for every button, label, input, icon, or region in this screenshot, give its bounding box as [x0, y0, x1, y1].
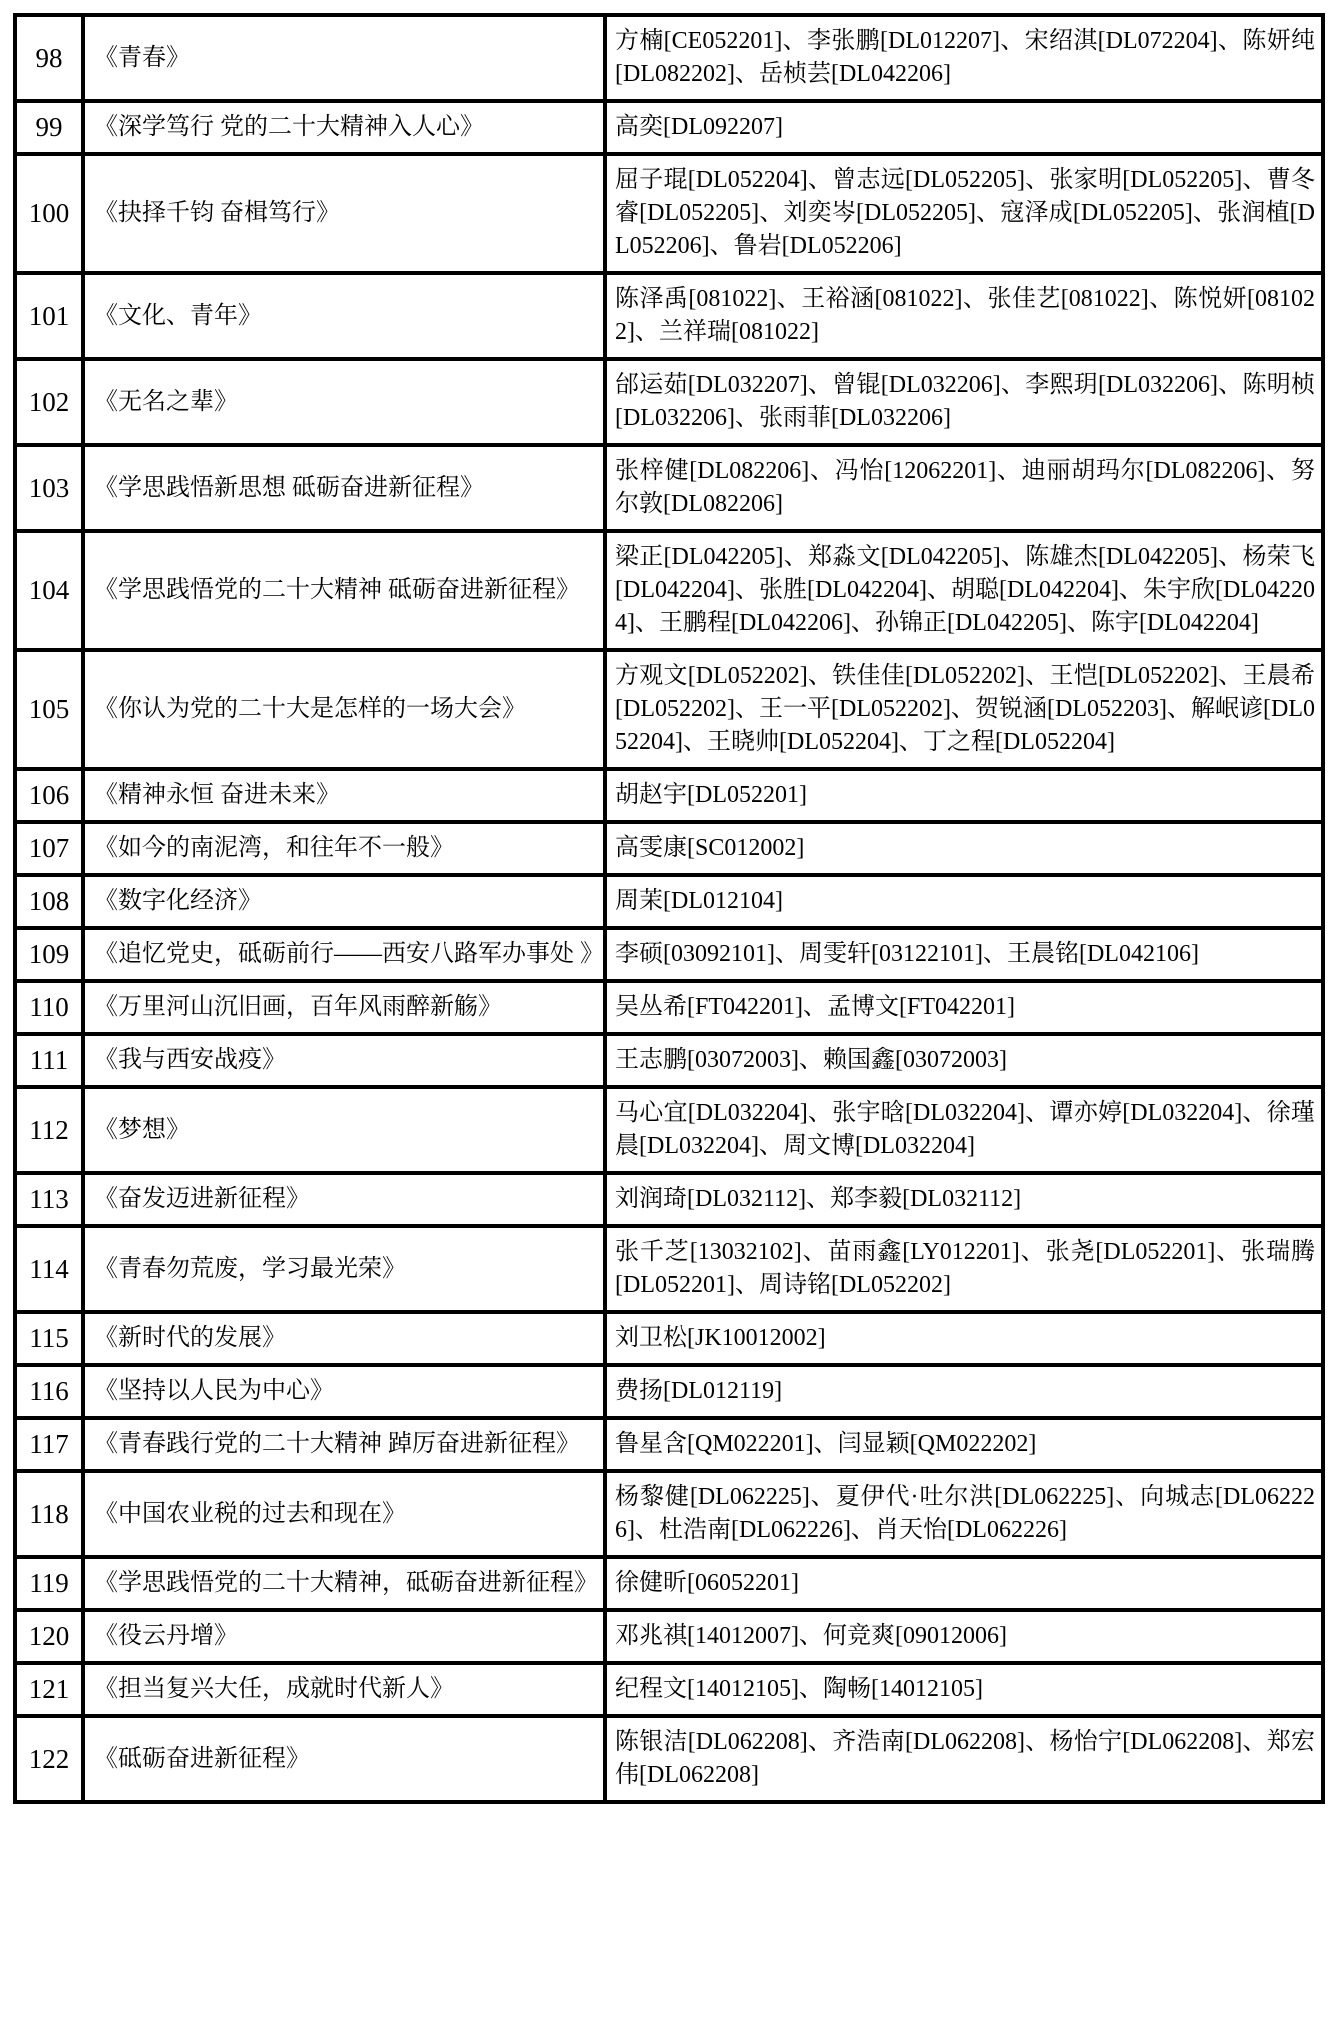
row-number: 120: [15, 1610, 83, 1663]
row-number: 122: [15, 1716, 83, 1802]
entry-authors: 方楠[CE052201]、李张鹏[DL012207]、宋绍淇[DL072204]、陈妍纯[DL082202]、岳桢芸[DL042206]: [605, 15, 1323, 101]
row-number: 108: [15, 875, 83, 928]
table-row: [15, 359, 1323, 445]
entry-authors: 梁正[DL042205]、郑淼文[DL042205]、陈雄杰[DL042205]、杨荣飞[DL042204]、张胜[DL042204]、胡聪[DL042204]、朱宇欣[DL042204]、王鹏程[DL042206]、孙锦正[DL042205]、陈宇[DL042204]: [605, 531, 1323, 650]
entry-title: 《深学笃行 党的二十大精神入人心》: [83, 101, 605, 154]
entry-title: 《万里河山沉旧画，百年风雨醉新觞》: [83, 981, 605, 1034]
row-number: 109: [15, 928, 83, 981]
table-row: [15, 1173, 1323, 1226]
table-row: [15, 1418, 1323, 1471]
awards-table-body: [15, 15, 1323, 1802]
table-row: [15, 981, 1323, 1034]
entry-authors: 吴丛希[FT042201]、孟博文[FT042201]: [605, 981, 1323, 1034]
row-number: 115: [15, 1312, 83, 1365]
entry-authors: 杨黎健[DL062225]、夏伊代·吐尔洪[DL062225]、向城志[DL062226]、杜浩南[DL062226]、肖天怡[DL062226]: [605, 1471, 1323, 1557]
row-number: 112: [15, 1087, 83, 1173]
table-row: [15, 531, 1323, 650]
entry-title: 《中国农业税的过去和现在》: [83, 1471, 605, 1557]
entry-authors: 马心宜[DL032204]、张宇晗[DL032204]、谭亦婷[DL032204]、徐瑾晨[DL032204]、周文博[DL032204]: [605, 1087, 1323, 1173]
entry-authors: 方观文[DL052202]、铁佳佳[DL052202]、王恺[DL052202]、王晨希[DL052202]、王一平[DL052202]、贺锐涵[DL052203]、解岷谚[DL052204]、王晓帅[DL052204]、丁之程[DL052204]: [605, 650, 1323, 769]
entry-title: 《担当复兴大任，成就时代新人》: [83, 1663, 605, 1716]
row-number: 117: [15, 1418, 83, 1471]
table-row: [15, 1365, 1323, 1418]
table-row: [15, 273, 1323, 359]
entry-title: 《学思践悟新思想 砥砺奋进新征程》: [83, 445, 605, 531]
table-row: [15, 928, 1323, 981]
row-number: 114: [15, 1226, 83, 1312]
table-row: [15, 1226, 1323, 1312]
entry-authors: 李硕[03092101]、周雯轩[03122101]、王晨铭[DL042106]: [605, 928, 1323, 981]
entry-title: 《我与西安战疫》: [83, 1034, 605, 1087]
table-row: [15, 445, 1323, 531]
entry-authors: 王志鹏[03072003]、赖国鑫[03072003]: [605, 1034, 1323, 1087]
entry-title: 《砥砺奋进新征程》: [83, 1716, 605, 1802]
entry-authors: 张梓健[DL082206]、冯怡[12062201]、迪丽胡玛尔[DL082206]、努尔敦[DL082206]: [605, 445, 1323, 531]
awards-table: [13, 13, 1325, 1804]
row-number: 105: [15, 650, 83, 769]
row-number: 118: [15, 1471, 83, 1557]
entry-authors: 高雯康[SC012002]: [605, 822, 1323, 875]
row-number: 107: [15, 822, 83, 875]
table-row: [15, 154, 1323, 273]
table-row: [15, 1087, 1323, 1173]
table-row: [15, 1663, 1323, 1716]
table-row: [15, 650, 1323, 769]
row-number: 119: [15, 1557, 83, 1610]
entry-authors: 陈银洁[DL062208]、齐浩南[DL062208]、杨怡宁[DL062208]、郑宏伟[DL062208]: [605, 1716, 1323, 1802]
row-number: 116: [15, 1365, 83, 1418]
entry-authors: 刘卫松[JK10012002]: [605, 1312, 1323, 1365]
entry-title: 《役云丹增》: [83, 1610, 605, 1663]
entry-authors: 胡赵宇[DL052201]: [605, 769, 1323, 822]
row-number: 121: [15, 1663, 83, 1716]
entry-title: 《追忆党史，砥砺前行——西安八路军办事处 》: [83, 928, 605, 981]
entry-title: 《无名之辈》: [83, 359, 605, 445]
entry-title: 《学思践悟党的二十大精神 砥砺奋进新征程》: [83, 531, 605, 650]
entry-title: 《坚持以人民为中心》: [83, 1365, 605, 1418]
entry-authors: 邓兆祺[14012007]、何竞爽[09012006]: [605, 1610, 1323, 1663]
table-row: [15, 1034, 1323, 1087]
row-number: 100: [15, 154, 83, 273]
row-number: 104: [15, 531, 83, 650]
entry-authors: 鲁星含[QM022201]、闫显颖[QM022202]: [605, 1418, 1323, 1471]
row-number: 99: [15, 101, 83, 154]
table-row: [15, 769, 1323, 822]
entry-title: 《青春》: [83, 15, 605, 101]
row-number: 111: [15, 1034, 83, 1087]
entry-authors: 纪程文[14012105]、陶畅[14012105]: [605, 1663, 1323, 1716]
entry-title: 《青春践行党的二十大精神 踔厉奋进新征程》: [83, 1418, 605, 1471]
entry-authors: 周茉[DL012104]: [605, 875, 1323, 928]
table-row: [15, 15, 1323, 101]
row-number: 103: [15, 445, 83, 531]
entry-authors: 高奕[DL092207]: [605, 101, 1323, 154]
table-row: [15, 1471, 1323, 1557]
entry-authors: 费扬[DL012119]: [605, 1365, 1323, 1418]
entry-title: 《学思践悟党的二十大精神，砥砺奋进新征程》: [83, 1557, 605, 1610]
entry-title: 《新时代的发展》: [83, 1312, 605, 1365]
table-row: [15, 101, 1323, 154]
entry-authors: 徐健昕[06052201]: [605, 1557, 1323, 1610]
entry-title: 《文化、青年》: [83, 273, 605, 359]
row-number: 110: [15, 981, 83, 1034]
entry-title: 《梦想》: [83, 1087, 605, 1173]
entry-title: 《奋发迈进新征程》: [83, 1173, 605, 1226]
entry-title: 《青春勿荒废，学习最光荣》: [83, 1226, 605, 1312]
table-row: [15, 1716, 1323, 1802]
table-row: [15, 822, 1323, 875]
entry-title: 《你认为党的二十大是怎样的一场大会》: [83, 650, 605, 769]
table-row: [15, 1610, 1323, 1663]
row-number: 113: [15, 1173, 83, 1226]
entry-authors: 陈泽禹[081022]、王裕涵[081022]、张佳艺[081022]、陈悦妍[081022]、兰祥瑞[081022]: [605, 273, 1323, 359]
entry-authors: 张千芝[13032102]、苗雨鑫[LY012201]、张尧[DL052201]、张瑞腾[DL052201]、周诗铭[DL052202]: [605, 1226, 1323, 1312]
table-row: [15, 1557, 1323, 1610]
row-number: 106: [15, 769, 83, 822]
entry-authors: 屈子琨[DL052204]、曾志远[DL052205]、张家明[DL052205]、曹冬睿[DL052205]、刘奕岑[DL052205]、寇泽成[DL052205]、张润植[DL052206]、鲁岩[DL052206]: [605, 154, 1323, 273]
table-row: [15, 1312, 1323, 1365]
entry-title: 《抉择千钧 奋楫笃行》: [83, 154, 605, 273]
row-number: 102: [15, 359, 83, 445]
entry-authors: 邰运茹[DL032207]、曾锟[DL032206]、李熙玥[DL032206]、陈明桢[DL032206]、张雨菲[DL032206]: [605, 359, 1323, 445]
entry-title: 《如今的南泥湾，和往年不一般》: [83, 822, 605, 875]
row-number: 98: [15, 15, 83, 101]
entry-title: 《数字化经济》: [83, 875, 605, 928]
table-row: [15, 875, 1323, 928]
row-number: 101: [15, 273, 83, 359]
entry-title: 《精神永恒 奋进未来》: [83, 769, 605, 822]
entry-authors: 刘润琦[DL032112]、郑李毅[DL032112]: [605, 1173, 1323, 1226]
